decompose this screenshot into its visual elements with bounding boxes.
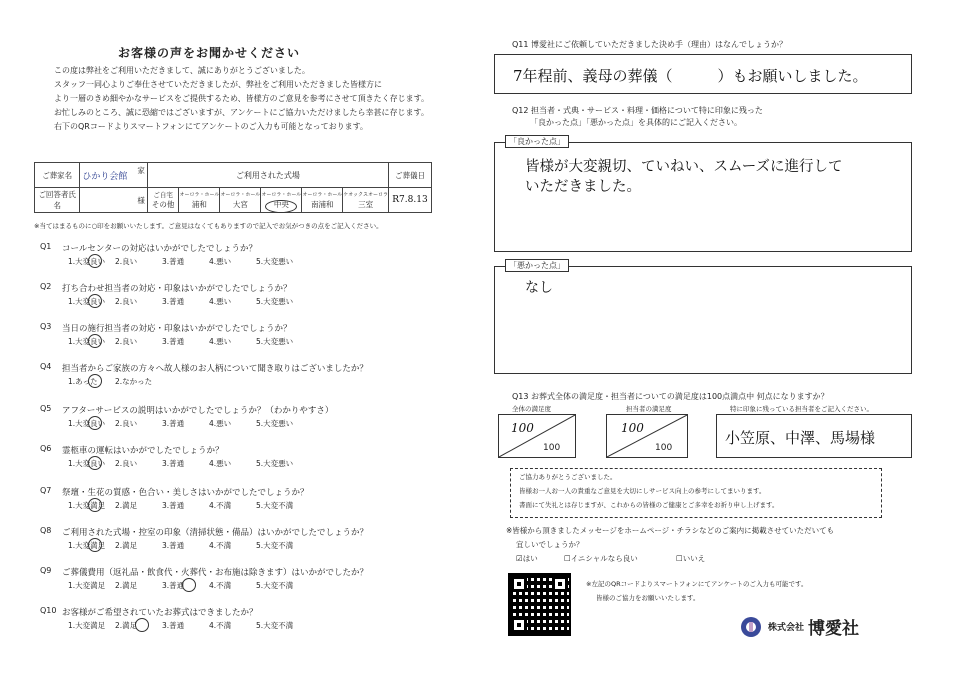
option[interactable]: 4.悪い [209, 257, 232, 266]
publish-option-yes[interactable] [516, 553, 564, 564]
publish-option-label: いいえ [682, 554, 706, 563]
venue-bottom: 大宮 [232, 199, 248, 209]
info-table [34, 162, 432, 213]
q12-text: Q12 担当者・式典・サービス・料理・価格について特に印象に残った [512, 106, 763, 115]
question-q10 [40, 606, 294, 630]
venue-bottom: その他 [151, 199, 175, 209]
option[interactable]: 5.大変悪い [256, 257, 294, 266]
qr-finder [511, 617, 527, 633]
option[interactable]: 1.大変良い [68, 459, 106, 468]
question-q2 [40, 282, 294, 306]
option[interactable]: 2.良い [115, 419, 138, 428]
question-number: Q5 [40, 404, 52, 413]
family-name-value: ひかり会館 [82, 171, 128, 182]
venue-bottom: 三室 [358, 199, 374, 209]
question-number: Q4 [40, 362, 52, 371]
venue-top: オーロラ・ホール [302, 191, 343, 198]
question-text: ご利用された式場・控室の印象（清掃状態・備品）はいかがでしたでしょうか？ [62, 528, 369, 538]
option[interactable]: 3.普通 [162, 501, 185, 510]
intro-line: お忙しみのところ、誠に恐縮ではございますが、アンケートにご協力いただけましたら幸甚に存じます。 [54, 108, 429, 117]
staff-score-box [606, 414, 688, 458]
option[interactable]: 1.大変良い [68, 337, 106, 346]
option[interactable]: 5.大変悪い [256, 419, 294, 428]
question-text: ご葬儀費用（返礼品・飲食代・火葬代・お布施は除きます）はいかがでしたか？ [62, 568, 369, 578]
option[interactable]: 3.普通 [162, 297, 185, 306]
intro-line: スタッフ一同心よりご奉仕させていただきましたが、弊社をご利用いただきました皆様方に [54, 80, 382, 89]
qr-code[interactable] [508, 573, 571, 636]
option[interactable]: 3.普通 [162, 257, 185, 266]
company-name: 博愛社 [808, 619, 860, 639]
overall-label: 全体の満足度 [512, 405, 551, 413]
option[interactable]: 2.良い [115, 337, 138, 346]
question-text: 担当者からご家族の方々へ故人様のお人柄について聞き取りはございましたか？ [62, 364, 368, 374]
score-slash [607, 415, 687, 457]
bad-points-box [494, 261, 912, 374]
question-number: Q10 [40, 606, 57, 615]
good-points-answer: 皆様が大変親切、ていねい、スムーズに進行して [525, 159, 843, 175]
question-q8 [40, 526, 369, 550]
option[interactable]: 5.大変悪い [256, 297, 294, 306]
option[interactable]: 4.不満 [209, 501, 232, 510]
publish-option-initial[interactable] [564, 553, 676, 564]
option[interactable]: 1.大変満足 [68, 501, 106, 510]
q13-text: Q13 お葬式全体の満足度・担当者についての満足度は100点満点中 何点になりますか？ [512, 392, 829, 401]
question-q1 [40, 242, 294, 266]
publish-question: ※皆様から頂きましたメッセージをホームページ・チラシなどのご案内に掲載させていただいても [506, 526, 835, 535]
question-number: Q7 [40, 486, 52, 495]
staff-score-value: 100 [621, 421, 644, 435]
option[interactable]: 2.満足 [115, 541, 138, 550]
option[interactable]: 5.大変不満 [256, 541, 294, 550]
option[interactable]: 5.大変不満 [256, 501, 294, 510]
option[interactable]: 5.大変不満 [256, 621, 294, 630]
question-text: コールセンターの対応はいかがでしたでしょうか？ [62, 244, 257, 254]
answer-circle [88, 498, 102, 512]
option[interactable]: 1.大変満足 [68, 581, 106, 590]
option[interactable]: 4.悪い [209, 337, 232, 346]
selection-circle [265, 200, 297, 213]
venue-header: ご利用された式場 [147, 163, 388, 188]
family-suffix: 家 [137, 166, 145, 175]
instruction: ※当てはまるものに○印をお願いいたします。ご意見はなくてもありますので記入でお気がつきの点をご記入ください。 [34, 222, 383, 230]
answer-circle [88, 334, 102, 348]
qr-note: ※左記のQRコードよりスマートフォンにてアンケートのご入力も可能です。 [586, 580, 808, 588]
venue-bottom: 南浦和 [311, 199, 334, 209]
option[interactable]: 2.満足 [115, 621, 138, 630]
option[interactable]: 1.大変良い [68, 297, 106, 306]
bad-points-label: 「悪かった点」 [505, 259, 569, 272]
question-number: Q9 [40, 566, 52, 575]
good-points-box [494, 137, 912, 252]
staff-score-max: 100 [655, 443, 673, 453]
option[interactable]: 5.大変悪い [256, 337, 294, 346]
option[interactable]: 1.大変満足 [68, 541, 106, 550]
q11-answer-box [494, 54, 912, 94]
intro-line: この度は弊社をご利用いただきまして、誠にありがとうございました。 [54, 66, 310, 75]
answer-circle [88, 374, 102, 388]
date-value: R7.8.13 [392, 195, 428, 205]
overall-score-max: 100 [543, 443, 561, 453]
question-text: 打ち合わせ担当者の対応・印象はいかがでしたでしょうか？ [62, 284, 292, 294]
question-text: 霊柩車の運転はいかがでしたでしょうか？ [62, 446, 224, 456]
question-q9 [40, 566, 369, 590]
option[interactable]: 3.普通 [162, 459, 185, 468]
memorable-staff-value: 小笠原、中澤、馬場様 [725, 429, 876, 447]
option[interactable]: 3.普通 [162, 419, 185, 428]
checkbox-checked-icon: ☑ [516, 554, 523, 563]
thanks-line: 書面にて失礼とは存じますが、これからの皆様のご健康とご多幸をお祈り申し上げます。 [519, 501, 779, 509]
overall-score-value: 100 [511, 421, 534, 435]
publish-option-no[interactable] [676, 553, 705, 564]
qr-finder [552, 576, 568, 592]
venue-bottom: 浦和 [191, 199, 207, 209]
option[interactable]: 4.不満 [209, 581, 232, 590]
page-title: お客様の声をお聞かせください [118, 46, 301, 60]
question-number: Q8 [40, 526, 52, 535]
date-header: ご葬儀日 [388, 163, 431, 188]
q11-answer: 7年程前、義母の葬儀（ ）もお願いしました。 [513, 67, 868, 85]
option[interactable]: 2.満足 [115, 501, 138, 510]
answer-circle [182, 578, 196, 592]
option[interactable]: 2.良い [115, 257, 138, 266]
option[interactable]: 4.悪い [209, 459, 232, 468]
question-q3 [40, 322, 294, 346]
checkbox-icon: ☐ [676, 554, 683, 563]
respondent-suffix: 様 [137, 195, 145, 205]
option[interactable]: 5.大変不満 [256, 581, 294, 590]
option[interactable]: 2.良い [115, 459, 138, 468]
question-q4 [40, 362, 368, 386]
qr-note-2: 皆様のご協力をお願いいたします。 [596, 594, 700, 602]
question-text: 当日の施行担当者の対応・印象はいかがでしたでしょうか？ [62, 324, 292, 334]
question-q6 [40, 444, 294, 468]
intro-text [54, 66, 429, 132]
option[interactable]: 1.あった [68, 377, 98, 386]
venue-top: オーロラ・ホール [220, 191, 261, 198]
good-points-answer-2: いただきました。 [525, 179, 641, 195]
intro-line: 右下のQRコードよりスマートフォンにてアンケートのご入力も可能となっております。 [54, 122, 368, 131]
venue-top: ご自宅 [153, 190, 173, 199]
answer-circle [88, 456, 102, 470]
answer-circle [88, 538, 102, 552]
respondent-label: ご回答者氏名 [35, 188, 80, 213]
staff-label: 担当者の満足度 [626, 405, 672, 413]
question-number: Q1 [40, 242, 52, 251]
q12-text-2: 「良かった点」「悪かった点」を具体的にご記入ください。 [530, 118, 742, 127]
intro-line: より一層のきめ細やかなサービスをご提供するため、皆様方のご意見を参考にさせて頂きたく存じます。 [54, 94, 430, 103]
q11-text: Q11 博愛社にご依頼していただきました決め手（理由）はなんでしょうか？ [512, 40, 788, 49]
option[interactable]: 2.良い [115, 297, 138, 306]
option[interactable]: 1.大変満足 [68, 621, 106, 630]
thanks-line: ご協力ありがとうございました。 [519, 473, 617, 481]
option[interactable]: 4.不満 [209, 621, 232, 630]
publish-question-2: 宜しいでしょうか？ [516, 540, 584, 549]
publish-option-label: はい [522, 554, 538, 563]
option[interactable]: 4.不満 [209, 541, 232, 550]
memorable-staff-box [716, 414, 912, 458]
option[interactable]: 4.悪い [209, 297, 232, 306]
question-text: 祭壇・生花の質感・色合い・美しさはいかがでしたでしょうか？ [62, 488, 309, 498]
family-label: ご葬家名 [35, 163, 80, 188]
venue-bottom-selected: 中央 [273, 199, 289, 209]
question-q7 [40, 486, 309, 510]
good-points-label: 「良かった点」 [505, 135, 569, 148]
option[interactable]: 5.大変悪い [256, 459, 294, 468]
thanks-line: 皆様お一人お一人の貴重なご意見を大切にしサービス向上の参考にしてまいります。 [519, 487, 766, 495]
company-logo [740, 614, 859, 639]
question-text: お客様がご希望されていたお葬式はできましたか？ [62, 608, 258, 618]
publish-options [516, 553, 705, 564]
company-prefix: 株式会社 [768, 623, 805, 633]
option[interactable]: 1.大変良い [68, 257, 106, 266]
company-emblem-icon [740, 616, 762, 638]
option[interactable]: 3.普通 [162, 337, 185, 346]
answer-circle [135, 618, 149, 632]
option[interactable]: 4.悪い [209, 419, 232, 428]
option[interactable]: 3.普通 [162, 621, 185, 630]
qr-finder [511, 576, 527, 592]
answer-circle [88, 254, 102, 268]
option[interactable]: 3.普通 [162, 541, 185, 550]
publish-option-label: イニシャルなら良い [570, 554, 638, 563]
checkbox-icon: ☐ [564, 554, 571, 563]
question-q5 [40, 404, 334, 428]
question-number: Q2 [40, 282, 52, 291]
option[interactable]: 2.なかった [115, 377, 153, 386]
venue-top: ケオックスオーロラ [343, 191, 388, 198]
question-number: Q6 [40, 444, 52, 453]
option[interactable]: 1.大変良い [68, 419, 106, 428]
venue-top: オーロラ・ホール [179, 191, 220, 198]
question-text: アフターサービスの説明はいかがでしたでしょうか？（わかりやすさ） [62, 406, 334, 416]
memorable-label: 特に印象に残っている担当者をご記入ください。 [730, 405, 873, 413]
overall-score-box [498, 414, 576, 458]
bad-points-answer: なし [525, 280, 553, 296]
thanks-box [510, 468, 882, 518]
answer-circle [88, 294, 102, 308]
option[interactable]: 2.満足 [115, 581, 138, 590]
answer-circle [88, 416, 102, 430]
option[interactable]: 3.普通 [162, 581, 185, 590]
venue-top: オーロラ・ホール [261, 191, 302, 198]
question-number: Q3 [40, 322, 52, 331]
